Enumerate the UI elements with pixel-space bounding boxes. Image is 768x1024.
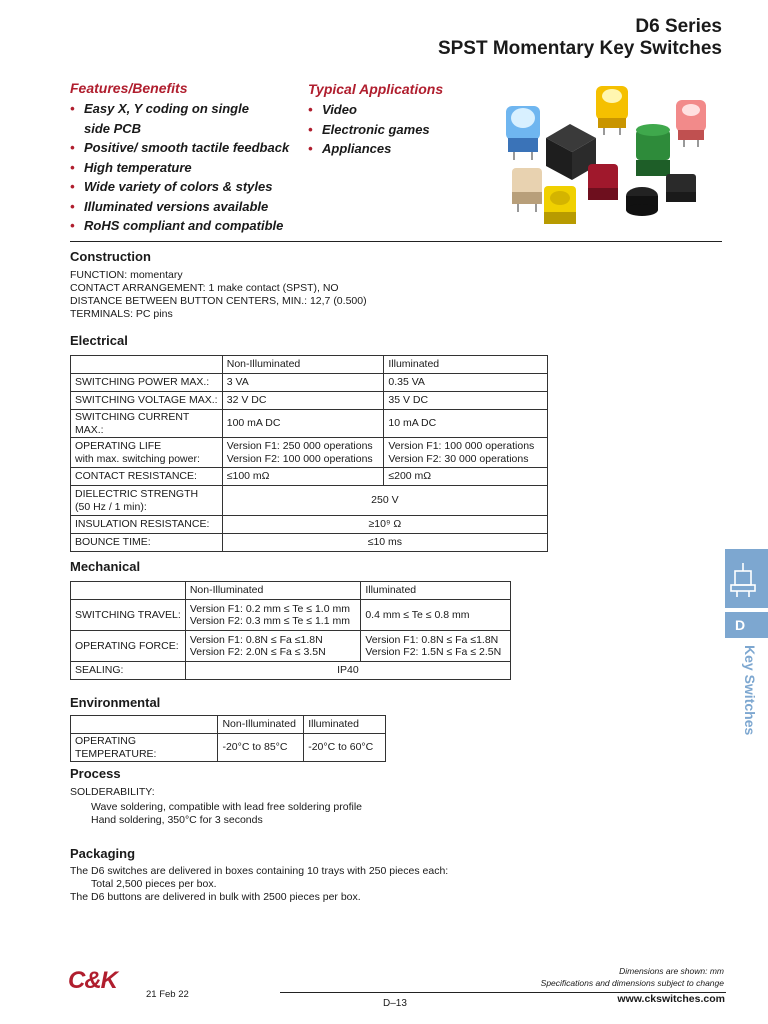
- switch-red-lit: [676, 100, 706, 147]
- construction-line: TERMINALS: PC pins: [70, 308, 173, 320]
- table-row: [71, 516, 548, 534]
- table-cell: [185, 600, 361, 631]
- list-item: • Easy X, Y coding on single side PCB: [70, 99, 264, 138]
- table-cell: 3 VA: [222, 374, 384, 392]
- table-cell: 32 V DC: [222, 392, 384, 410]
- table-row: [71, 631, 511, 662]
- list-item: • Video: [308, 100, 468, 120]
- table-cell: 35 V DC: [384, 392, 548, 410]
- table-row: [71, 374, 548, 392]
- list-item: • Wide variety of colors & styles: [70, 177, 310, 197]
- header-divider: [70, 241, 722, 242]
- cell-line: (50 Hz / 1 min):: [75, 500, 147, 513]
- cell-line: Version F1: 0.2 mm ≤ Te ≤ 1.0 mm: [189, 602, 350, 615]
- cell-line: OPERATING LIFE: [75, 440, 162, 452]
- applications-heading: Typical Applications: [308, 81, 444, 97]
- cell-line: Version F1: 100 000 operations: [388, 440, 535, 452]
- construction-line: FUNCTION: momentary: [70, 269, 183, 281]
- table-header: Non-Illuminated: [222, 356, 384, 374]
- electrical-table: [70, 355, 548, 552]
- table-cell: 0.35 VA: [384, 374, 548, 392]
- list-item: • Positive/ smooth tactile feedback: [70, 138, 310, 158]
- table-row: [71, 600, 511, 631]
- table-header: Illuminated: [304, 716, 386, 734]
- sidebar-tab: [725, 549, 768, 608]
- table-cell: SWITCHING CURRENT MAX.:: [71, 410, 223, 438]
- table-header: Non-Illuminated: [185, 582, 361, 600]
- table-cell: [71, 438, 223, 468]
- list-item: • RoHS compliant and compatible: [70, 216, 310, 236]
- table-cell: [71, 356, 223, 374]
- sidebar-letter: D: [725, 612, 768, 638]
- table-row: [71, 392, 548, 410]
- process-line: Hand soldering, 350°C for 3 seconds: [91, 814, 263, 826]
- page-number: D–13: [383, 998, 407, 1009]
- table-cell: CONTACT RESISTANCE:: [71, 468, 223, 486]
- electrical-heading: Electrical: [70, 333, 128, 348]
- cell-line: Version F2: 0.3 mm ≤ Te ≤ 1.1 mm: [189, 615, 350, 627]
- table-cell: ≤10 ms: [222, 534, 547, 552]
- table-cell: OPERATING FORCE:: [71, 631, 186, 662]
- table-cell: [71, 582, 186, 600]
- process-line: Wave soldering, compatible with lead free soldering profile: [91, 801, 363, 813]
- table-cell: ≥10⁹ Ω: [222, 516, 547, 534]
- applications-list: [308, 100, 468, 159]
- list-item: • High temperature: [70, 158, 310, 178]
- table-cell: ≤200 mΩ: [384, 468, 548, 486]
- cell-line: Version F2: 30 000 operations: [388, 452, 529, 465]
- product-photo: [490, 80, 722, 236]
- table-row: [71, 468, 548, 486]
- cell-line: DIELECTRIC STRENGTH: [75, 488, 199, 500]
- table-row: [71, 582, 511, 600]
- mechanical-heading: Mechanical: [70, 559, 141, 574]
- table-cell: INSULATION RESISTANCE:: [71, 516, 223, 534]
- footer-note: Dimensions are shown: mm: [619, 966, 724, 976]
- table-row: [71, 534, 548, 552]
- switch-green: [636, 124, 670, 176]
- series-title: D6 Series: [635, 16, 722, 37]
- cell-line: Version F1: 0.8N ≤ Fa ≤1.8N: [365, 633, 499, 646]
- table-cell: [361, 631, 511, 662]
- table-cell: -20°C to 85°C: [218, 734, 304, 762]
- footer-date: 21 Feb 22: [146, 989, 189, 1000]
- switch-blue-lit: [506, 106, 540, 160]
- packaging-line: Total 2,500 pieces per box.: [91, 878, 217, 890]
- packaging-line: The D6 buttons are delivered in bulk with 2500 pieces per box.: [70, 891, 361, 903]
- process-heading: Process: [70, 766, 121, 781]
- sidebar-label: Key Switches: [742, 645, 758, 736]
- table-header: Non-Illuminated: [218, 716, 304, 734]
- mechanical-table: [70, 581, 511, 680]
- features-list: [70, 99, 310, 236]
- table-header: Illuminated: [361, 582, 511, 600]
- table-cell: SEALING:: [71, 662, 186, 680]
- list-item: • Illuminated versions available: [70, 197, 310, 217]
- page-title: SPST Momentary Key Switches: [437, 38, 722, 59]
- key-switch-icon: [725, 549, 768, 608]
- construction-text: [70, 269, 367, 321]
- table-cell: [222, 438, 384, 468]
- table-cell: SWITCHING TRAVEL:: [71, 600, 186, 631]
- list-item: • Appliances: [308, 139, 468, 159]
- switch-yellow-lit: [596, 86, 628, 135]
- table-row: [71, 662, 511, 680]
- company-logo: C&K: [68, 967, 117, 994]
- switch-dark-base: [666, 174, 696, 202]
- table-cell: [71, 716, 218, 734]
- table-row: [71, 486, 548, 516]
- table-row: [71, 356, 548, 374]
- process-line: SOLDERABILITY:: [70, 786, 155, 798]
- packaging-line: The D6 switches are delivered in boxes containing 10 trays with 250 pieces each:: [70, 865, 449, 877]
- table-cell: [384, 438, 548, 468]
- switch-black-round: [626, 187, 658, 216]
- construction-line: DISTANCE BETWEEN BUTTON CENTERS, MIN.: 12,7 (0.500): [70, 295, 367, 307]
- table-cell: IP40: [185, 662, 510, 680]
- packaging-text: [70, 865, 448, 904]
- environmental-heading: Environmental: [70, 695, 161, 710]
- table-row: [71, 438, 548, 468]
- cell-line: Version F2: 1.5N ≤ Fa ≤ 2.5N: [365, 646, 502, 658]
- table-cell: OPERATING TEMPERATURE:: [71, 734, 218, 762]
- switch-beige: [512, 168, 542, 212]
- table-header: Illuminated: [384, 356, 548, 374]
- table-cell: 10 mA DC: [384, 410, 548, 438]
- features-heading: Features/Benefits: [70, 80, 188, 96]
- table-cell: SWITCHING VOLTAGE MAX.:: [71, 392, 223, 410]
- features-section: [70, 80, 310, 236]
- table-cell: ≤100 mΩ: [222, 468, 384, 486]
- cell-line: with max. switching power:: [75, 452, 200, 465]
- switch-yellow: [544, 186, 576, 224]
- cell-line: Version F2: 2.0N ≤ Fa ≤ 3.5N: [189, 646, 326, 658]
- table-cell: 100 mA DC: [222, 410, 384, 438]
- footer-note: Specifications and dimensions subject to change: [540, 978, 724, 988]
- construction-line: CONTACT ARRANGEMENT: 1 make contact (SPST), NO: [70, 282, 339, 294]
- table-cell: 0.4 mm ≤ Te ≤ 0.8 mm: [361, 600, 511, 631]
- switch-darkred: [588, 164, 618, 200]
- cell-line: Version F2: 100 000 operations: [226, 452, 373, 465]
- list-item: • Electronic games: [308, 120, 468, 140]
- applications-section: [308, 81, 468, 159]
- table-cell: [71, 486, 223, 516]
- environmental-table: [70, 715, 386, 762]
- table-cell: -20°C to 60°C: [304, 734, 386, 762]
- table-cell: 250 V: [222, 486, 547, 516]
- table-row: [71, 716, 386, 734]
- table-cell: BOUNCE TIME:: [71, 534, 223, 552]
- table-cell: SWITCHING POWER MAX.:: [71, 374, 223, 392]
- table-cell: [185, 631, 361, 662]
- packaging-heading: Packaging: [70, 846, 136, 861]
- table-row: [71, 734, 386, 762]
- cell-line: Version F1: 250 000 operations: [226, 440, 373, 452]
- cell-line: Version F1: 0.8N ≤ Fa ≤1.8N: [189, 633, 323, 646]
- construction-heading: Construction: [70, 249, 151, 264]
- table-row: [71, 410, 548, 438]
- website-link[interactable]: www.ckswitches.com: [617, 993, 725, 1005]
- process-text: [70, 786, 362, 827]
